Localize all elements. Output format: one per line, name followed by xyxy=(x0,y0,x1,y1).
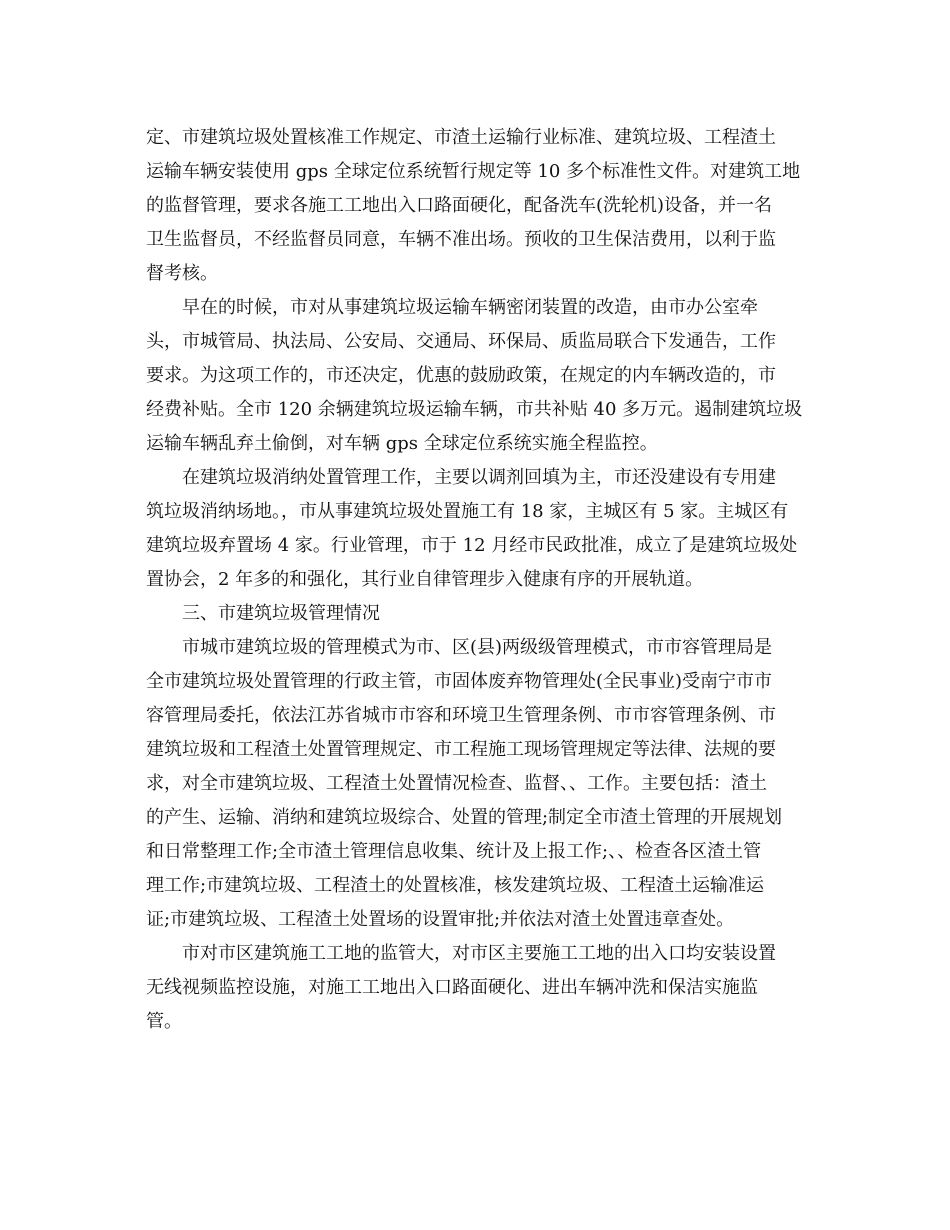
paragraph xyxy=(146,461,818,597)
text-line: 运输车辆安装使用 gps 全球定位系统暂行规定等 10 多个标准性文件。对建筑工地 xyxy=(146,161,801,182)
text-line: 和日常整理工作;全市渣土管理信息收集、统计及上报工作;、、检查各区渣土管 xyxy=(146,841,762,862)
text-line: 建筑垃圾弃置场 4 家。行业管理，市于 12 月经市民政批准，成立了是建筑垃圾处 xyxy=(146,535,798,556)
paragraph xyxy=(146,597,818,631)
text-line: 的监督管理，要求各施工工地出入口路面硬化，配备洗车(洗轮机)设备，并一名 xyxy=(146,195,773,216)
text-line: 求，对全市建筑垃圾、工程渣土处置情况检查、监督、、工作。主要包括：渣土 xyxy=(146,773,767,794)
text-line: 的产生、运输、消纳和建筑垃圾综合、处置的管理;制定全市渣土管理的开展规划 xyxy=(146,807,783,828)
text-line: 容管理局委托，依法江苏省城市市容和环境卫生管理条例、市市容管理条例、市 xyxy=(146,705,776,726)
text-line: 头，市城管局、执法局、公安局、交通局、环保局、质监局联合下发通告，工作 xyxy=(146,331,776,352)
paragraph xyxy=(146,631,818,937)
text-line: 市对市区建筑施工工地的监管大，对市区主要施工工地的出入口均安装设置 xyxy=(182,943,776,964)
text-line: 置协会，2 年多的和强化，其行业自律管理步入健康有序的开展轨道。 xyxy=(146,569,704,590)
document-body xyxy=(146,121,818,1039)
text-line: 证;市建筑垃圾、工程渣土处置场的设置审批;并依法对渣土处置违章查处。 xyxy=(146,909,735,930)
text-line: 管。 xyxy=(146,1011,182,1032)
paragraph xyxy=(146,937,818,1039)
text-line: 三、市建筑垃圾管理情况 xyxy=(182,603,380,624)
text-line: 市城市建筑垃圾的管理模式为市、区(县)两级级管理模式，市市容管理局是 xyxy=(182,637,773,658)
paragraph xyxy=(146,121,818,291)
text-line: 卫生监督员，不经监督员同意，车辆不准出场。预收的卫生保洁费用，以利于监 xyxy=(146,229,776,250)
text-line: 要求。为这项工作的，市还决定，优惠的鼓励政策，在规定的内车辆改造的，市 xyxy=(146,365,776,386)
text-line: 经费补贴。全市 120 余辆建筑垃圾运输车辆，市共补贴 40 多万元。遏制建筑垃圾 xyxy=(146,399,803,420)
text-line: 定、市建筑垃圾处置核准工作规定、市渣土运输行业标准、建筑垃圾、工程渣土 xyxy=(146,127,776,148)
text-line: 筑垃圾消纳场地。，市从事建筑垃圾处置施工有 18 家，主城区有 5 家。主城区有 xyxy=(146,501,789,522)
text-line: 运输车辆乱弃土偷倒，对车辆 gps 全球定位系统实施全程监控。 xyxy=(146,433,658,454)
text-line: 督考核。 xyxy=(146,263,218,284)
text-line: 早在的时候，市对从事建筑垃圾运输车辆密闭装置的改造，由市办公室牵 xyxy=(182,297,758,318)
text-line: 建筑垃圾和工程渣土处置管理规定、市工程施工现场管理规定等法律、法规的要 xyxy=(146,739,776,760)
text-line: 无线视频监控设施，对施工工地出入口路面硬化、进出车辆冲洗和保洁实施监 xyxy=(146,977,758,998)
text-line: 理工作;市建筑垃圾、工程渣土的处置核准，核发建筑垃圾、工程渣土运输准运 xyxy=(146,875,765,896)
text-line: 在建筑垃圾消纳处置管理工作，主要以调剂回填为主，市还没建设有专用建 xyxy=(182,467,776,488)
paragraph xyxy=(146,291,818,461)
text-line: 全市建筑垃圾处置管理的行政主管，市固体废弃物管理处(全民事业)受南宁市市 xyxy=(146,671,773,692)
